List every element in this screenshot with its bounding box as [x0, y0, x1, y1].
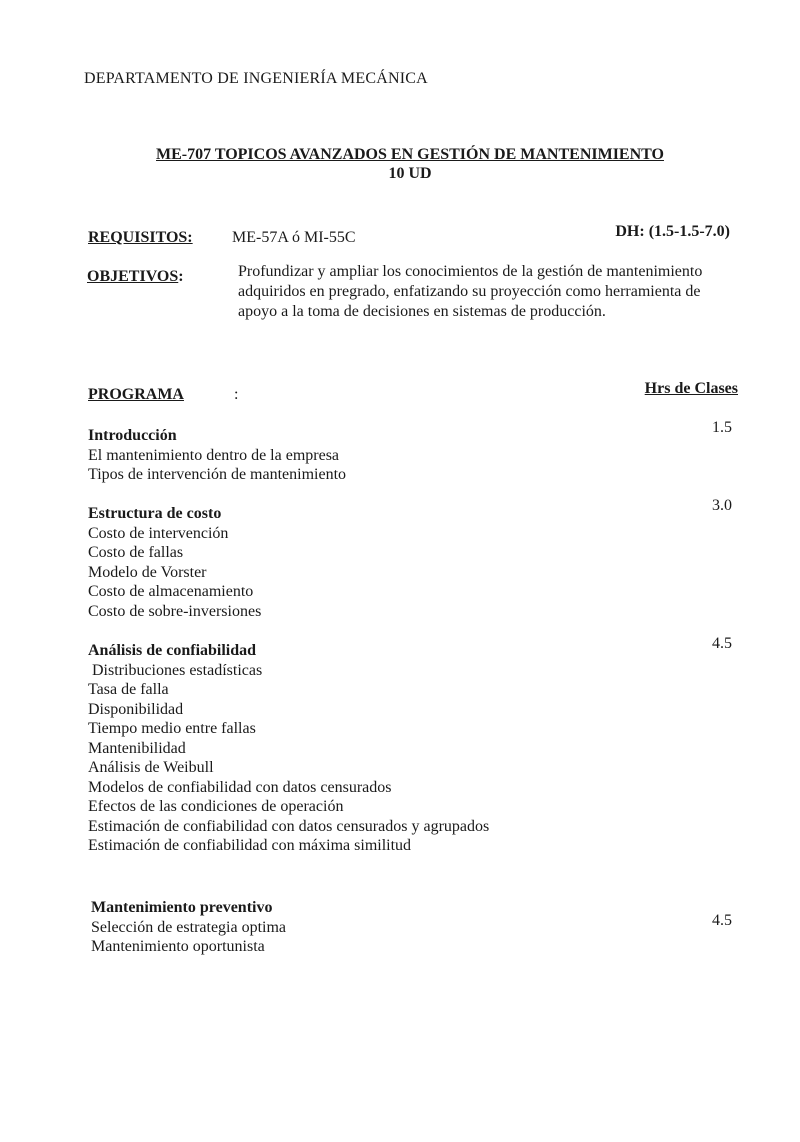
objetivos-label-text: OBJETIVOS — [87, 268, 179, 285]
list-item: Modelos de confiabilidad con datos censurados — [88, 778, 392, 796]
objetivos-text: Profundizar y ampliar los conocimientos de la gestión de mantenimiento adquiridos en pregrado, enfatizando su proyección como herramienta de apoyo a la toma de decisiones en sistemas de producción. — [238, 263, 703, 320]
list-item: Distribuciones estadísticas — [88, 661, 263, 679]
course-title: ME-707 TOPICOS AVANZADOS EN GESTIÓN DE MANTENIMIENTO — [156, 146, 664, 163]
list-item: Tipos de intervención de mantenimiento — [88, 466, 347, 483]
list-item: Costo de almacenamiento — [88, 583, 254, 600]
hours-header: Hrs de Clases — [644, 380, 738, 397]
list-item: El mantenimiento dentro de la empresa — [88, 446, 340, 464]
section-introduccion — [88, 426, 346, 485]
section-hours: 4.5 — [712, 635, 732, 652]
course-credits: 10 UD — [388, 165, 432, 182]
section-analisis-confiabilidad — [88, 641, 489, 856]
list-item: Costo de fallas — [88, 544, 184, 561]
programa-colon: : — [234, 386, 239, 403]
programa-label: PROGRAMA — [88, 386, 184, 403]
section-hours: 1.5 — [712, 419, 732, 436]
list-item: Tiempo medio entre fallas — [88, 720, 256, 737]
list-item: Mantenibilidad — [88, 739, 186, 757]
requisitos-value: ME-57A ó MI-55C — [232, 229, 356, 246]
section-title: Mantenimiento preventivo — [91, 899, 273, 916]
list-item: Estimación de confiabilidad con datos censurados y agrupados — [88, 817, 490, 835]
requisitos-label: REQUISITOS: — [88, 229, 193, 246]
section-title: Introducción — [88, 427, 177, 444]
list-item: Costo de intervención — [88, 524, 229, 542]
list-item: Mantenimiento oportunista — [91, 938, 265, 955]
section-estructura-costo — [88, 504, 261, 621]
list-item: Tasa de falla — [88, 681, 169, 698]
list-item: Selección de estrategia optima — [91, 918, 287, 936]
list-item: Estimación de confiabilidad con máxima similitud — [88, 837, 412, 854]
objetivos-label-colon: : — [178, 268, 184, 285]
section-hours: 3.0 — [712, 497, 732, 514]
objetivos-label — [87, 268, 184, 286]
list-item: Análisis de Weibull — [88, 759, 214, 776]
section-hours: 4.5 — [712, 912, 732, 929]
department-header: DEPARTAMENTO DE INGENIERÍA MECÁNICA — [84, 70, 428, 87]
list-item: Efectos de las condiciones de operación — [88, 798, 344, 815]
dh-value: DH: (1.5-1.5-7.0) — [615, 223, 730, 240]
section-mantenimiento-preventivo — [91, 898, 286, 957]
course-title-block — [0, 145, 800, 183]
list-item: Disponibilidad — [88, 700, 184, 718]
list-item: Costo de sobre-inversiones — [88, 602, 262, 620]
section-title: Estructura de costo — [88, 505, 222, 522]
section-title: Análisis de confiabilidad — [88, 642, 257, 659]
list-item: Modelo de Vorster — [88, 563, 207, 581]
